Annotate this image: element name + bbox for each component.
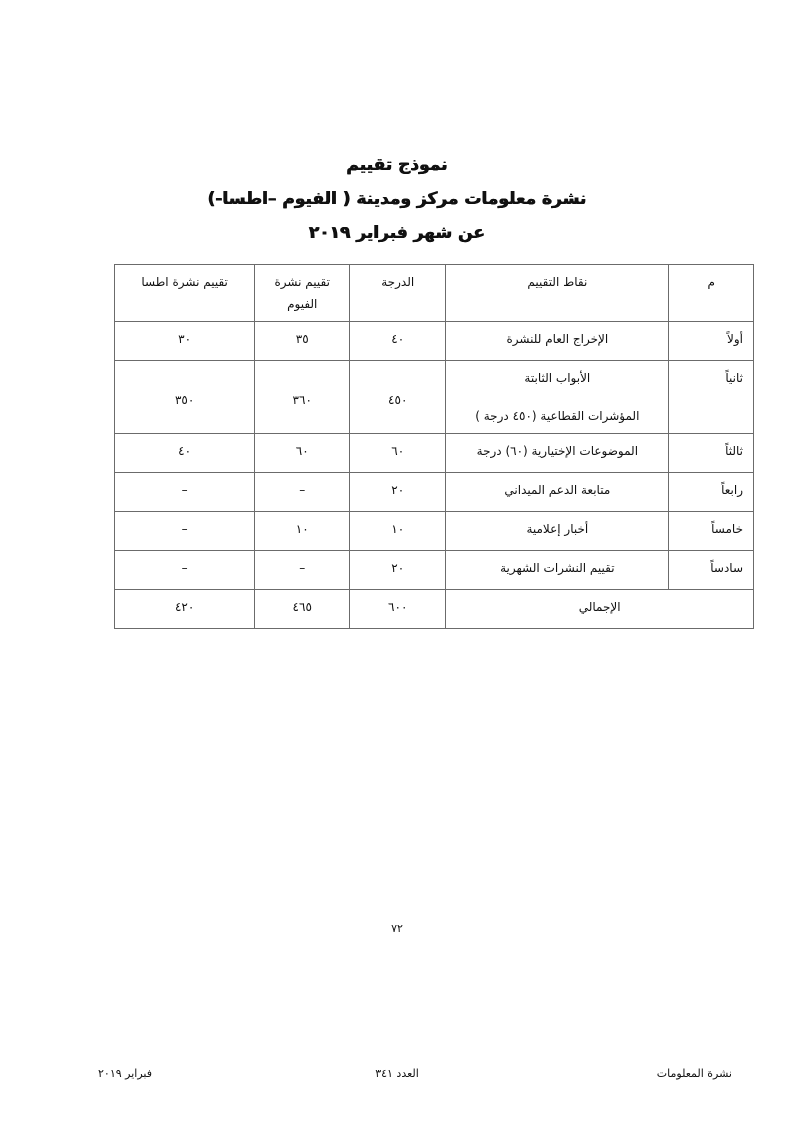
page-footer	[0, 1067, 794, 1087]
column-header-m: م	[669, 265, 754, 322]
row-points: أخبار إعلامية	[446, 512, 669, 551]
row-grade: ٤٥٠	[388, 393, 408, 407]
row-fayoum: ٦٠	[255, 434, 350, 473]
table-row	[115, 551, 754, 590]
row-grade: ١٠	[350, 512, 446, 551]
row-itsa: ٣٥٠	[174, 393, 195, 407]
row-grade: ٦٠	[350, 434, 446, 473]
period-title: عن شهر فبراير ٢٠١٩	[308, 223, 486, 243]
row-itsa: –	[115, 551, 255, 590]
page-number: ٧٢	[391, 922, 403, 935]
row-index: ثالثاً	[669, 434, 754, 473]
row-points: تقييم النشرات الشهرية	[446, 551, 669, 590]
row-itsa-cell	[115, 361, 255, 434]
row-grade: ٢٠	[350, 473, 446, 512]
total-grade: ٦٠٠	[350, 590, 446, 629]
row-itsa: –	[115, 512, 255, 551]
footer-issue: العدد ٣٤١	[375, 1067, 419, 1080]
table-row	[115, 473, 754, 512]
row-itsa: ٤٠	[115, 434, 255, 473]
table-row	[115, 322, 754, 361]
bulletin-subtitle: نشرة معلومات مركز ومدينة ( الفيوم –اطسا-)	[207, 189, 587, 209]
row-grade-cell	[350, 361, 446, 434]
row-index: خامساً	[669, 512, 754, 551]
row-points-cell	[446, 361, 669, 434]
row-grade: ٢٠	[350, 551, 446, 590]
row-fayoum: ٣٥	[255, 322, 350, 361]
column-header-fayoum: تقييم نشرة الفيوم	[255, 265, 350, 322]
total-fayoum: ٤٦٥	[255, 590, 350, 629]
row-itsa: –	[115, 473, 255, 512]
row-index: سادساً	[669, 551, 754, 590]
row-points: الإخراج العام للنشرة	[446, 322, 669, 361]
row-points: الأبواب الثابتة	[524, 371, 591, 385]
table-row	[115, 434, 754, 473]
column-header-grade: الدرجة	[350, 265, 446, 322]
column-header-itsa: تقييم نشرة اطسا	[115, 265, 255, 322]
row-index: رابعاً	[669, 473, 754, 512]
row-fayoum: ٣٦٠	[292, 393, 312, 407]
table-row	[115, 512, 754, 551]
evaluation-table	[114, 264, 754, 629]
row-fayoum-cell	[255, 361, 350, 434]
row-points: الموضوعات الإختيارية (٦٠) درجة	[446, 434, 669, 473]
row-points: متابعة الدعم الميداني	[446, 473, 669, 512]
total-label: الإجمالي	[446, 590, 754, 629]
title-block	[0, 148, 794, 250]
footer-publication: نشرة المعلومات	[656, 1067, 732, 1080]
table-header-row	[115, 265, 754, 322]
table-row	[115, 361, 754, 434]
row-fayoum: ١٠	[255, 512, 350, 551]
column-header-points: نقاط التقييم	[446, 265, 669, 322]
row-itsa: ٣٠	[115, 322, 255, 361]
row-index: أولاً	[669, 322, 754, 361]
footer-date: فبراير ٢٠١٩	[98, 1067, 152, 1080]
table-total-row	[115, 590, 754, 629]
row-fayoum: –	[255, 551, 350, 590]
row-grade: ٤٠	[350, 322, 446, 361]
row-fayoum: –	[255, 473, 350, 512]
total-itsa: ٤٢٠	[115, 590, 255, 629]
row-points-sub: المؤشرات القطاعية (٤٥٠ درجة )	[475, 409, 640, 423]
form-title: نموذج تقييم	[346, 155, 448, 175]
row-index: ثانياً	[669, 361, 754, 434]
